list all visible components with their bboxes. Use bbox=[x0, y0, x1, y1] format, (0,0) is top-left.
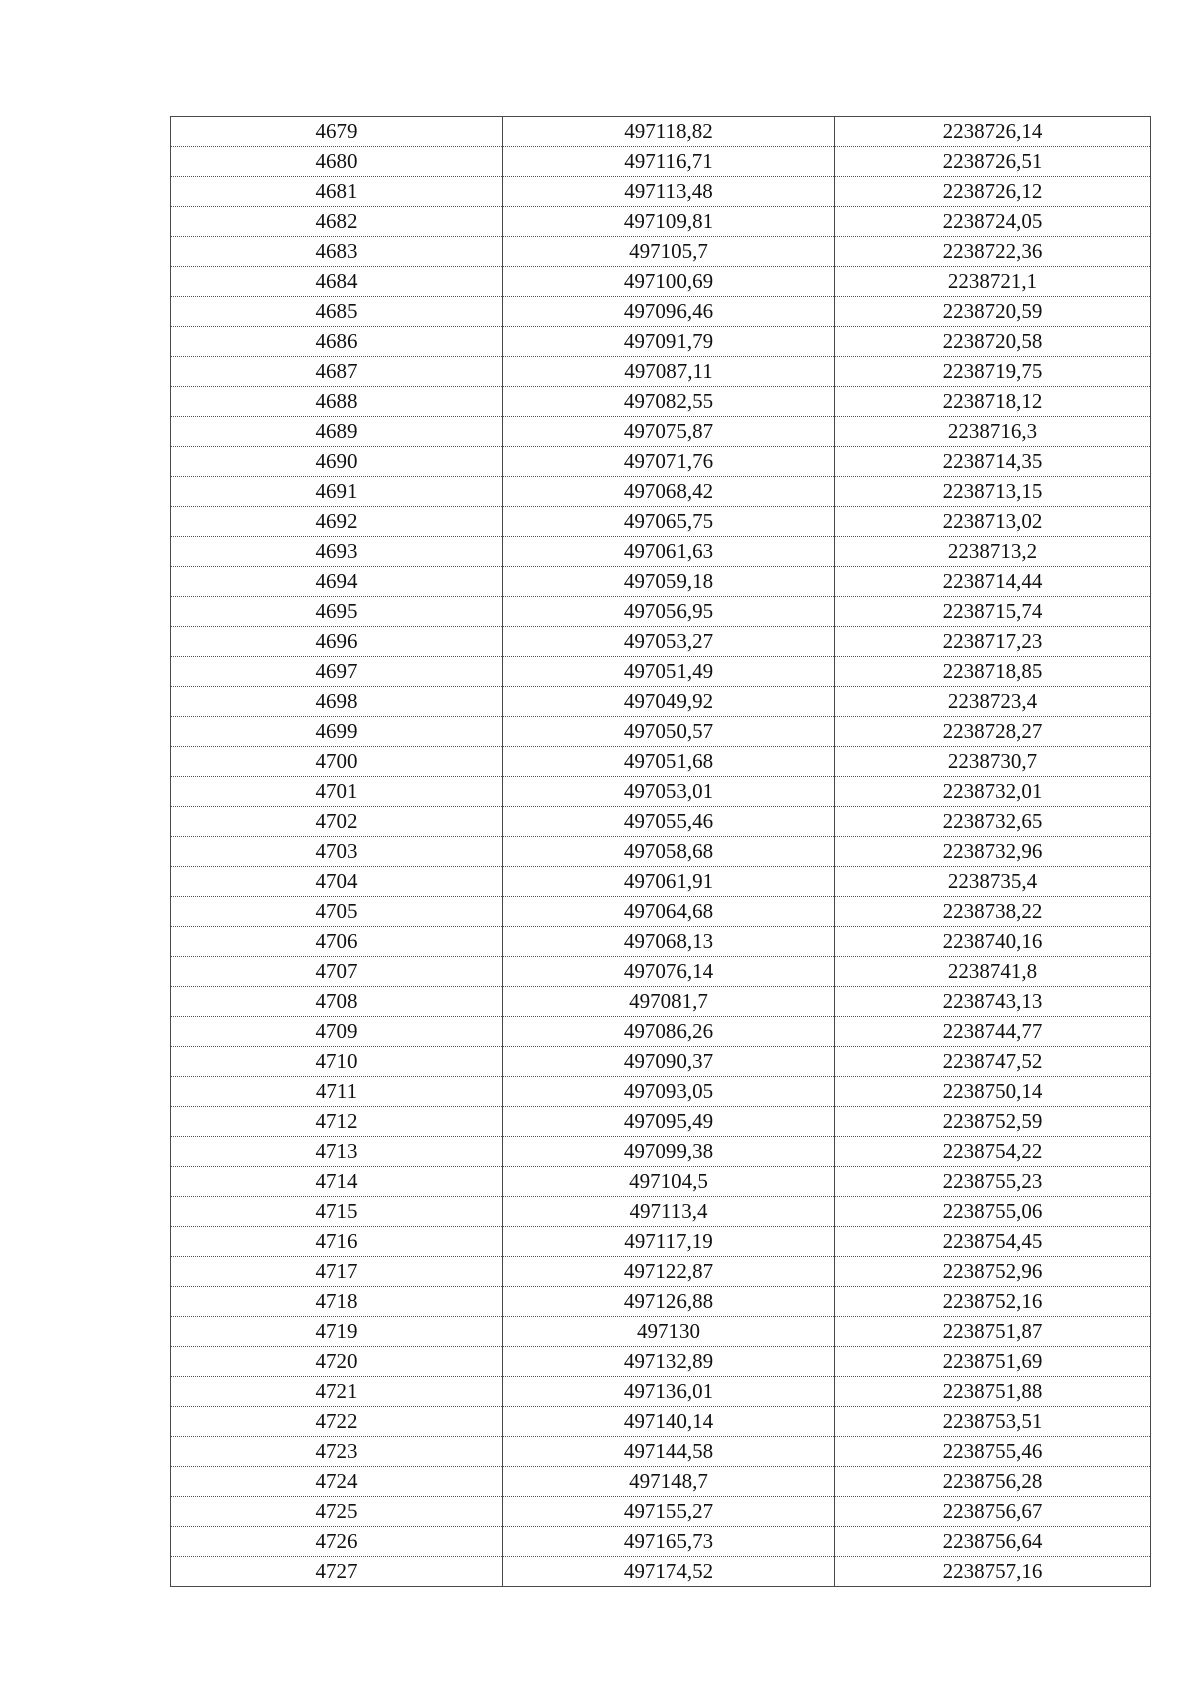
point-number-cell: 4692 bbox=[171, 507, 503, 537]
point-number-cell: 4679 bbox=[171, 117, 503, 147]
point-number-cell: 4708 bbox=[171, 987, 503, 1017]
x-coordinate-cell: 497126,88 bbox=[503, 1287, 835, 1317]
x-coordinate-cell: 497117,19 bbox=[503, 1227, 835, 1257]
x-coordinate-cell: 497165,73 bbox=[503, 1527, 835, 1557]
point-number-cell: 4704 bbox=[171, 867, 503, 897]
point-number-cell: 4723 bbox=[171, 1437, 503, 1467]
y-coordinate-cell: 2238726,51 bbox=[835, 147, 1151, 177]
table-row bbox=[171, 897, 1151, 927]
table-row bbox=[171, 117, 1151, 147]
table-row bbox=[171, 1557, 1151, 1587]
y-coordinate-cell: 2238719,75 bbox=[835, 357, 1151, 387]
table-row bbox=[171, 447, 1151, 477]
x-coordinate-cell: 497099,38 bbox=[503, 1137, 835, 1167]
y-coordinate-cell: 2238718,85 bbox=[835, 657, 1151, 687]
x-coordinate-cell: 497071,76 bbox=[503, 447, 835, 477]
x-coordinate-cell: 497100,69 bbox=[503, 267, 835, 297]
y-coordinate-cell: 2238753,51 bbox=[835, 1407, 1151, 1437]
x-coordinate-cell: 497064,68 bbox=[503, 897, 835, 927]
table-row bbox=[171, 927, 1151, 957]
table-row bbox=[171, 237, 1151, 267]
x-coordinate-cell: 497155,27 bbox=[503, 1497, 835, 1527]
point-number-cell: 4719 bbox=[171, 1317, 503, 1347]
y-coordinate-cell: 2238713,2 bbox=[835, 537, 1151, 567]
coordinates-table-body bbox=[171, 117, 1151, 1587]
table-row bbox=[171, 837, 1151, 867]
table-row bbox=[171, 1377, 1151, 1407]
table-row bbox=[171, 1017, 1151, 1047]
x-coordinate-cell: 497056,95 bbox=[503, 597, 835, 627]
x-coordinate-cell: 497053,27 bbox=[503, 627, 835, 657]
point-number-cell: 4717 bbox=[171, 1257, 503, 1287]
x-coordinate-cell: 497130 bbox=[503, 1317, 835, 1347]
y-coordinate-cell: 2238740,16 bbox=[835, 927, 1151, 957]
y-coordinate-cell: 2238738,22 bbox=[835, 897, 1151, 927]
x-coordinate-cell: 497109,81 bbox=[503, 207, 835, 237]
y-coordinate-cell: 2238752,96 bbox=[835, 1257, 1151, 1287]
table-row bbox=[171, 207, 1151, 237]
table-row bbox=[171, 987, 1151, 1017]
table-row bbox=[171, 1077, 1151, 1107]
x-coordinate-cell: 497090,37 bbox=[503, 1047, 835, 1077]
y-coordinate-cell: 2238754,45 bbox=[835, 1227, 1151, 1257]
y-coordinate-cell: 2238747,52 bbox=[835, 1047, 1151, 1077]
y-coordinate-cell: 2238751,69 bbox=[835, 1347, 1151, 1377]
x-coordinate-cell: 497091,79 bbox=[503, 327, 835, 357]
x-coordinate-cell: 497082,55 bbox=[503, 387, 835, 417]
x-coordinate-cell: 497053,01 bbox=[503, 777, 835, 807]
x-coordinate-cell: 497068,42 bbox=[503, 477, 835, 507]
point-number-cell: 4689 bbox=[171, 417, 503, 447]
table-row bbox=[171, 177, 1151, 207]
point-number-cell: 4707 bbox=[171, 957, 503, 987]
point-number-cell: 4684 bbox=[171, 267, 503, 297]
y-coordinate-cell: 2238722,36 bbox=[835, 237, 1151, 267]
y-coordinate-cell: 2238732,65 bbox=[835, 807, 1151, 837]
point-number-cell: 4683 bbox=[171, 237, 503, 267]
table-row bbox=[171, 147, 1151, 177]
x-coordinate-cell: 497116,71 bbox=[503, 147, 835, 177]
table-row bbox=[171, 687, 1151, 717]
y-coordinate-cell: 2238752,16 bbox=[835, 1287, 1151, 1317]
x-coordinate-cell: 497104,5 bbox=[503, 1167, 835, 1197]
table-row bbox=[171, 507, 1151, 537]
table-row bbox=[171, 627, 1151, 657]
y-coordinate-cell: 2238755,23 bbox=[835, 1167, 1151, 1197]
table-row bbox=[171, 1287, 1151, 1317]
y-coordinate-cell: 2238728,27 bbox=[835, 717, 1151, 747]
table-row bbox=[171, 1257, 1151, 1287]
y-coordinate-cell: 2238755,46 bbox=[835, 1437, 1151, 1467]
y-coordinate-cell: 2238752,59 bbox=[835, 1107, 1151, 1137]
x-coordinate-cell: 497076,14 bbox=[503, 957, 835, 987]
point-number-cell: 4714 bbox=[171, 1167, 503, 1197]
y-coordinate-cell: 2238750,14 bbox=[835, 1077, 1151, 1107]
y-coordinate-cell: 2238756,67 bbox=[835, 1497, 1151, 1527]
table-row bbox=[171, 1197, 1151, 1227]
y-coordinate-cell: 2238724,05 bbox=[835, 207, 1151, 237]
x-coordinate-cell: 497136,01 bbox=[503, 1377, 835, 1407]
table-row bbox=[171, 477, 1151, 507]
point-number-cell: 4702 bbox=[171, 807, 503, 837]
y-coordinate-cell: 2238714,35 bbox=[835, 447, 1151, 477]
table-row bbox=[171, 717, 1151, 747]
x-coordinate-cell: 497050,57 bbox=[503, 717, 835, 747]
coordinates-table bbox=[170, 116, 1151, 1587]
x-coordinate-cell: 497061,91 bbox=[503, 867, 835, 897]
table-row bbox=[171, 357, 1151, 387]
x-coordinate-cell: 497093,05 bbox=[503, 1077, 835, 1107]
table-row bbox=[171, 417, 1151, 447]
table-row bbox=[171, 1227, 1151, 1257]
x-coordinate-cell: 497061,63 bbox=[503, 537, 835, 567]
point-number-cell: 4724 bbox=[171, 1467, 503, 1497]
point-number-cell: 4726 bbox=[171, 1527, 503, 1557]
point-number-cell: 4706 bbox=[171, 927, 503, 957]
point-number-cell: 4720 bbox=[171, 1347, 503, 1377]
y-coordinate-cell: 2238751,88 bbox=[835, 1377, 1151, 1407]
x-coordinate-cell: 497049,92 bbox=[503, 687, 835, 717]
y-coordinate-cell: 2238714,44 bbox=[835, 567, 1151, 597]
x-coordinate-cell: 497087,11 bbox=[503, 357, 835, 387]
y-coordinate-cell: 2238730,7 bbox=[835, 747, 1151, 777]
x-coordinate-cell: 497095,49 bbox=[503, 1107, 835, 1137]
y-coordinate-cell: 2238726,14 bbox=[835, 117, 1151, 147]
y-coordinate-cell: 2238732,01 bbox=[835, 777, 1151, 807]
x-coordinate-cell: 497148,7 bbox=[503, 1467, 835, 1497]
x-coordinate-cell: 497118,82 bbox=[503, 117, 835, 147]
x-coordinate-cell: 497122,87 bbox=[503, 1257, 835, 1287]
table-row bbox=[171, 657, 1151, 687]
y-coordinate-cell: 2238715,74 bbox=[835, 597, 1151, 627]
y-coordinate-cell: 2238744,77 bbox=[835, 1017, 1151, 1047]
y-coordinate-cell: 2238735,4 bbox=[835, 867, 1151, 897]
point-number-cell: 4694 bbox=[171, 567, 503, 597]
x-coordinate-cell: 497105,7 bbox=[503, 237, 835, 267]
y-coordinate-cell: 2238755,06 bbox=[835, 1197, 1151, 1227]
point-number-cell: 4718 bbox=[171, 1287, 503, 1317]
point-number-cell: 4701 bbox=[171, 777, 503, 807]
y-coordinate-cell: 2238757,16 bbox=[835, 1557, 1151, 1587]
x-coordinate-cell: 497096,46 bbox=[503, 297, 835, 327]
point-number-cell: 4686 bbox=[171, 327, 503, 357]
point-number-cell: 4711 bbox=[171, 1077, 503, 1107]
x-coordinate-cell: 497132,89 bbox=[503, 1347, 835, 1377]
table-row bbox=[171, 1107, 1151, 1137]
point-number-cell: 4725 bbox=[171, 1497, 503, 1527]
table-row bbox=[171, 777, 1151, 807]
point-number-cell: 4682 bbox=[171, 207, 503, 237]
table-row bbox=[171, 867, 1151, 897]
point-number-cell: 4693 bbox=[171, 537, 503, 567]
y-coordinate-cell: 2238720,59 bbox=[835, 297, 1151, 327]
table-row bbox=[171, 597, 1151, 627]
y-coordinate-cell: 2238713,02 bbox=[835, 507, 1151, 537]
table-row bbox=[171, 747, 1151, 777]
point-number-cell: 4722 bbox=[171, 1407, 503, 1437]
table-row bbox=[171, 1137, 1151, 1167]
table-row bbox=[171, 1527, 1151, 1557]
point-number-cell: 4703 bbox=[171, 837, 503, 867]
table-row bbox=[171, 537, 1151, 567]
table-row bbox=[171, 1437, 1151, 1467]
point-number-cell: 4681 bbox=[171, 177, 503, 207]
point-number-cell: 4727 bbox=[171, 1557, 503, 1587]
table-row bbox=[171, 807, 1151, 837]
point-number-cell: 4685 bbox=[171, 297, 503, 327]
point-number-cell: 4698 bbox=[171, 687, 503, 717]
point-number-cell: 4700 bbox=[171, 747, 503, 777]
point-number-cell: 4721 bbox=[171, 1377, 503, 1407]
x-coordinate-cell: 497055,46 bbox=[503, 807, 835, 837]
point-number-cell: 4697 bbox=[171, 657, 503, 687]
y-coordinate-cell: 2238756,28 bbox=[835, 1467, 1151, 1497]
point-number-cell: 4715 bbox=[171, 1197, 503, 1227]
y-coordinate-cell: 2238717,23 bbox=[835, 627, 1151, 657]
y-coordinate-cell: 2238713,15 bbox=[835, 477, 1151, 507]
point-number-cell: 4705 bbox=[171, 897, 503, 927]
y-coordinate-cell: 2238741,8 bbox=[835, 957, 1151, 987]
x-coordinate-cell: 497081,7 bbox=[503, 987, 835, 1017]
table-row bbox=[171, 957, 1151, 987]
y-coordinate-cell: 2238754,22 bbox=[835, 1137, 1151, 1167]
point-number-cell: 4687 bbox=[171, 357, 503, 387]
table-row bbox=[171, 327, 1151, 357]
y-coordinate-cell: 2238743,13 bbox=[835, 987, 1151, 1017]
table-row bbox=[171, 1347, 1151, 1377]
table-row bbox=[171, 1497, 1151, 1527]
point-number-cell: 4699 bbox=[171, 717, 503, 747]
table-row bbox=[171, 1467, 1151, 1497]
x-coordinate-cell: 497068,13 bbox=[503, 927, 835, 957]
point-number-cell: 4709 bbox=[171, 1017, 503, 1047]
y-coordinate-cell: 2238756,64 bbox=[835, 1527, 1151, 1557]
y-coordinate-cell: 2238721,1 bbox=[835, 267, 1151, 297]
point-number-cell: 4712 bbox=[171, 1107, 503, 1137]
x-coordinate-cell: 497113,4 bbox=[503, 1197, 835, 1227]
table-row bbox=[171, 1317, 1151, 1347]
table-row bbox=[171, 267, 1151, 297]
point-number-cell: 4690 bbox=[171, 447, 503, 477]
x-coordinate-cell: 497058,68 bbox=[503, 837, 835, 867]
point-number-cell: 4716 bbox=[171, 1227, 503, 1257]
point-number-cell: 4696 bbox=[171, 627, 503, 657]
y-coordinate-cell: 2238718,12 bbox=[835, 387, 1151, 417]
x-coordinate-cell: 497051,49 bbox=[503, 657, 835, 687]
y-coordinate-cell: 2238716,3 bbox=[835, 417, 1151, 447]
x-coordinate-cell: 497065,75 bbox=[503, 507, 835, 537]
x-coordinate-cell: 497075,87 bbox=[503, 417, 835, 447]
y-coordinate-cell: 2238723,4 bbox=[835, 687, 1151, 717]
point-number-cell: 4695 bbox=[171, 597, 503, 627]
x-coordinate-cell: 497144,58 bbox=[503, 1437, 835, 1467]
y-coordinate-cell: 2238726,12 bbox=[835, 177, 1151, 207]
point-number-cell: 4688 bbox=[171, 387, 503, 417]
table-row bbox=[171, 1407, 1151, 1437]
point-number-cell: 4691 bbox=[171, 477, 503, 507]
x-coordinate-cell: 497059,18 bbox=[503, 567, 835, 597]
x-coordinate-cell: 497113,48 bbox=[503, 177, 835, 207]
point-number-cell: 4680 bbox=[171, 147, 503, 177]
x-coordinate-cell: 497051,68 bbox=[503, 747, 835, 777]
x-coordinate-cell: 497140,14 bbox=[503, 1407, 835, 1437]
table-row bbox=[171, 1047, 1151, 1077]
y-coordinate-cell: 2238732,96 bbox=[835, 837, 1151, 867]
x-coordinate-cell: 497086,26 bbox=[503, 1017, 835, 1047]
point-number-cell: 4713 bbox=[171, 1137, 503, 1167]
point-number-cell: 4710 bbox=[171, 1047, 503, 1077]
table-row bbox=[171, 1167, 1151, 1197]
table-row bbox=[171, 567, 1151, 597]
y-coordinate-cell: 2238751,87 bbox=[835, 1317, 1151, 1347]
table-row bbox=[171, 387, 1151, 417]
x-coordinate-cell: 497174,52 bbox=[503, 1557, 835, 1587]
table-row bbox=[171, 297, 1151, 327]
y-coordinate-cell: 2238720,58 bbox=[835, 327, 1151, 357]
